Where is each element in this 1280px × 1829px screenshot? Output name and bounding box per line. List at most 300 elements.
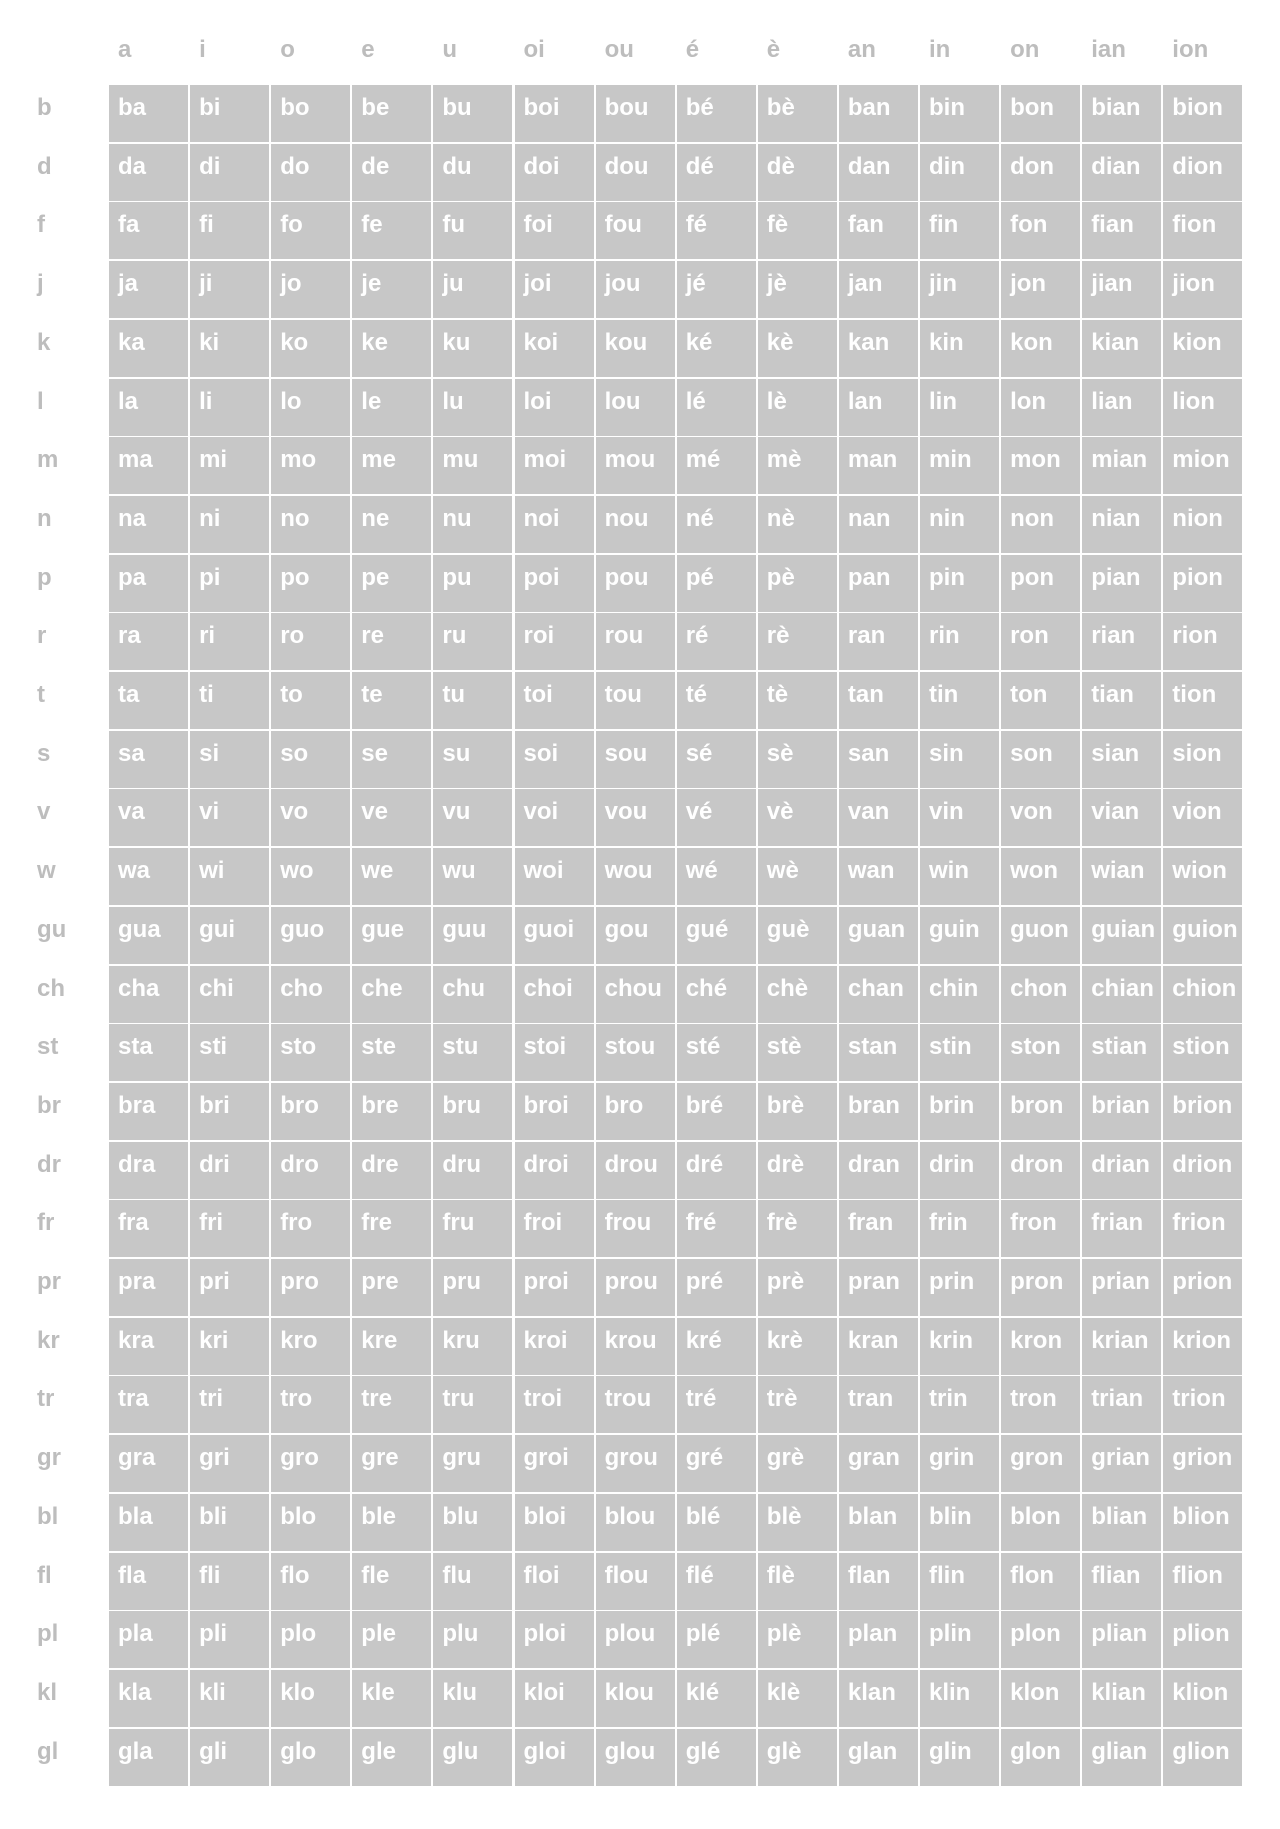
syllable-cell: lè <box>758 379 837 436</box>
syllable-cell: kion <box>1163 320 1242 377</box>
syllable-cell: grion <box>1163 1435 1242 1492</box>
syllable-cell: san <box>839 731 918 788</box>
syllable-cell: de <box>352 144 431 201</box>
syllable-cell: flè <box>758 1553 837 1610</box>
syllable-cell: fli <box>190 1553 269 1610</box>
syllable-cell: glon <box>1001 1729 1080 1786</box>
column-header: é <box>685 36 700 63</box>
syllable-cell: blé <box>677 1494 756 1551</box>
row-header: ch <box>37 974 66 1002</box>
syllable-cell: gron <box>1001 1435 1080 1492</box>
syllable-cell: lo <box>271 379 350 436</box>
row-header: b <box>37 94 52 121</box>
syllable-cell: vi <box>190 789 269 846</box>
syllable-cell: woi <box>515 848 594 905</box>
syllable-cell: blin <box>920 1494 999 1551</box>
syllable-cell: pi <box>190 555 269 612</box>
syllable-cell: ste <box>352 1024 431 1081</box>
syllable-cell: fle <box>352 1553 431 1610</box>
syllable-cell: vou <box>596 789 675 846</box>
syllable-cell: kroi <box>515 1318 594 1375</box>
row-header: r <box>37 622 47 650</box>
column-header: ian <box>1091 36 1126 63</box>
syllable-cell: kli <box>190 1670 269 1727</box>
syllable-cell: glou <box>596 1729 675 1786</box>
syllable-cell: we <box>352 848 431 905</box>
syllable-cell: guu <box>433 907 512 964</box>
syllable-cell: du <box>433 144 512 201</box>
syllable-cell: kré <box>677 1318 756 1375</box>
syllable-cell: guan <box>839 907 918 964</box>
row-header: dr <box>37 1150 61 1178</box>
syllable-cell: dian <box>1082 144 1161 201</box>
syllable-cell: pré <box>677 1259 756 1316</box>
column-header: o <box>280 36 295 63</box>
syllable-cell: sta <box>109 1024 188 1081</box>
row-header: v <box>37 798 51 826</box>
syllable-cell: dro <box>271 1142 350 1199</box>
syllable-cell: fi <box>190 202 269 259</box>
syllable-cell: plu <box>433 1611 512 1668</box>
syllable-cell: ri <box>190 613 269 670</box>
syllable-cell: blan <box>839 1494 918 1551</box>
syllable-cell: do <box>271 144 350 201</box>
syllable-cell: ne <box>352 496 431 553</box>
syllable-cell: chin <box>920 966 999 1023</box>
syllable-cell: prou <box>596 1259 675 1316</box>
syllable-cell: cho <box>271 966 350 1023</box>
syllable-cell: tre <box>352 1376 431 1433</box>
syllable-cell: guo <box>271 907 350 964</box>
syllable-cell: floi <box>515 1553 594 1610</box>
syllable-cell: vian <box>1082 789 1161 846</box>
column-header: è <box>766 36 781 63</box>
syllable-cell: brion <box>1163 1083 1242 1140</box>
syllable-cell: bron <box>1001 1083 1080 1140</box>
syllable-cell: pre <box>352 1259 431 1316</box>
syllable-cell: tian <box>1082 672 1161 729</box>
syllable-cell: stin <box>920 1024 999 1081</box>
syllable-cell: plè <box>758 1611 837 1668</box>
syllable-cell: guian <box>1082 907 1161 964</box>
syllable-cell: klion <box>1163 1670 1242 1727</box>
syllable-cell: tu <box>433 672 512 729</box>
syllable-cell: prè <box>758 1259 837 1316</box>
syllable-cell: stè <box>758 1024 837 1081</box>
syllable-cell: da <box>109 144 188 201</box>
syllable-cell: sou <box>596 731 675 788</box>
syllable-cell: krion <box>1163 1318 1242 1375</box>
row-header: fr <box>37 1209 55 1237</box>
syllable-cell: kru <box>433 1318 512 1375</box>
syllable-cell: nu <box>433 496 512 553</box>
syllable-cell: tou <box>596 672 675 729</box>
syllable-cell: dion <box>1163 144 1242 201</box>
syllable-cell: klo <box>271 1670 350 1727</box>
syllable-cell: stou <box>596 1024 675 1081</box>
syllable-cell: kè <box>758 320 837 377</box>
syllable-cell: frian <box>1082 1200 1161 1257</box>
syllable-cell: din <box>920 144 999 201</box>
syllable-cell: flé <box>677 1553 756 1610</box>
syllable-cell: rin <box>920 613 999 670</box>
syllable-cell: kle <box>352 1670 431 1727</box>
row-header: bl <box>37 1502 59 1530</box>
syllable-cell: tri <box>190 1376 269 1433</box>
row-header: fl <box>37 1561 52 1589</box>
syllable-cell: bon <box>1001 85 1080 142</box>
syllable-cell: pro <box>271 1259 350 1316</box>
syllable-cell: stion <box>1163 1024 1242 1081</box>
syllable-cell: wé <box>677 848 756 905</box>
syllable-cell: rè <box>758 613 837 670</box>
syllable-cell: nou <box>596 496 675 553</box>
syllable-cell: koi <box>515 320 594 377</box>
syllable-cell: ti <box>190 672 269 729</box>
syllable-cell: dan <box>839 144 918 201</box>
column-header: ion <box>1172 36 1209 63</box>
syllable-cell: grè <box>758 1435 837 1492</box>
syllable-cell: rian <box>1082 613 1161 670</box>
syllable-cell: la <box>109 379 188 436</box>
syllable-cell: mi <box>190 437 269 494</box>
syllable-cell: flu <box>433 1553 512 1610</box>
syllable-cell: blon <box>1001 1494 1080 1551</box>
row-header: tr <box>37 1385 55 1413</box>
column-header: u <box>442 36 458 63</box>
syllable-cell: klon <box>1001 1670 1080 1727</box>
syllable-cell: soi <box>515 731 594 788</box>
syllable-cell: mian <box>1082 437 1161 494</box>
syllable-cell: wo <box>271 848 350 905</box>
syllable-cell: flian <box>1082 1553 1161 1610</box>
syllable-cell: vo <box>271 789 350 846</box>
syllable-cell: lion <box>1163 379 1242 436</box>
syllable-cell: jo <box>271 261 350 318</box>
syllable-cell: plon <box>1001 1611 1080 1668</box>
syllable-cell: chion <box>1163 966 1242 1023</box>
syllable-cell: pè <box>758 555 837 612</box>
syllable-cell: flon <box>1001 1553 1080 1610</box>
syllable-cell: kon <box>1001 320 1080 377</box>
syllable-cell: mon <box>1001 437 1080 494</box>
syllable-cell: jion <box>1163 261 1242 318</box>
syllable-cell: lou <box>596 379 675 436</box>
syllable-cell: ke <box>352 320 431 377</box>
syllable-cell: bo <box>271 85 350 142</box>
syllable-cell: kran <box>839 1318 918 1375</box>
syllable-cell: wian <box>1082 848 1161 905</box>
syllable-cell: bri <box>190 1083 269 1140</box>
syllable-cell: gle <box>352 1729 431 1786</box>
syllable-cell: glan <box>839 1729 918 1786</box>
syllable-cell: ran <box>839 613 918 670</box>
syllable-cell: jou <box>596 261 675 318</box>
syllable-cell: broi <box>515 1083 594 1140</box>
syllable-cell: dre <box>352 1142 431 1199</box>
syllable-cell: klou <box>596 1670 675 1727</box>
syllable-cell: sion <box>1163 731 1242 788</box>
syllable-cell: je <box>352 261 431 318</box>
syllable-cell: ra <box>109 613 188 670</box>
syllable-cell: bran <box>839 1083 918 1140</box>
syllable-cell: brè <box>758 1083 837 1140</box>
syllable-cell: jan <box>839 261 918 318</box>
syllable-cell: fa <box>109 202 188 259</box>
syllable-cell: fron <box>1001 1200 1080 1257</box>
syllable-cell: plo <box>271 1611 350 1668</box>
syllable-cell: mu <box>433 437 512 494</box>
syllable-cell: gré <box>677 1435 756 1492</box>
syllable-cell: gre <box>352 1435 431 1492</box>
syllable-cell: kron <box>1001 1318 1080 1375</box>
syllable-cell: dru <box>433 1142 512 1199</box>
syllable-cell: ban <box>839 85 918 142</box>
syllable-cell: dri <box>190 1142 269 1199</box>
syllable-cell: krian <box>1082 1318 1161 1375</box>
syllable-cell: wa <box>109 848 188 905</box>
row-header: k <box>37 328 51 356</box>
syllable-cell: mou <box>596 437 675 494</box>
syllable-cell: sé <box>677 731 756 788</box>
syllable-cell: drion <box>1163 1142 1242 1199</box>
syllable-cell: gué <box>677 907 756 964</box>
syllable-cell: ru <box>433 613 512 670</box>
syllable-cell: flou <box>596 1553 675 1610</box>
syllable-cell: chou <box>596 966 675 1023</box>
syllable-cell: gro <box>271 1435 350 1492</box>
syllable-cell: foi <box>515 202 594 259</box>
syllable-cell: lan <box>839 379 918 436</box>
syllable-cell: chi <box>190 966 269 1023</box>
syllable-cell: flin <box>920 1553 999 1610</box>
syllable-cell: wi <box>190 848 269 905</box>
syllable-cell: trou <box>596 1376 675 1433</box>
syllable-cell: toi <box>515 672 594 729</box>
syllable-cell: glo <box>271 1729 350 1786</box>
syllable-cell: choi <box>515 966 594 1023</box>
syllable-cell: di <box>190 144 269 201</box>
syllable-cell: rion <box>1163 613 1242 670</box>
column-header: e <box>361 36 375 63</box>
syllable-cell: blian <box>1082 1494 1161 1551</box>
syllable-cell: bu <box>433 85 512 142</box>
syllable-cell: fe <box>352 202 431 259</box>
row-header: gu <box>37 915 67 943</box>
syllable-cell: glu <box>433 1729 512 1786</box>
syllable-cell: blion <box>1163 1494 1242 1551</box>
syllable-cell: guon <box>1001 907 1080 964</box>
syllable-cell: bin <box>920 85 999 142</box>
syllable-cell: pa <box>109 555 188 612</box>
syllable-cell: jon <box>1001 261 1080 318</box>
syllable-cell: pe <box>352 555 431 612</box>
syllable-cell: klian <box>1082 1670 1161 1727</box>
column-header: i <box>199 36 206 63</box>
syllable-cell: glè <box>758 1729 837 1786</box>
syllable-cell: fé <box>677 202 756 259</box>
syllable-cell: fo <box>271 202 350 259</box>
syllable-cell: proi <box>515 1259 594 1316</box>
syllable-cell: won <box>1001 848 1080 905</box>
syllable-cell: pon <box>1001 555 1080 612</box>
row-header: kl <box>37 1678 58 1706</box>
syllable-cell: ploi <box>515 1611 594 1668</box>
syllable-cell: ron <box>1001 613 1080 670</box>
syllable-cell: sian <box>1082 731 1161 788</box>
row-header: br <box>37 1091 61 1119</box>
syllable-cell: son <box>1001 731 1080 788</box>
syllable-cell: bion <box>1163 85 1242 142</box>
syllable-cell: plion <box>1163 1611 1242 1668</box>
syllable-cell: tré <box>677 1376 756 1433</box>
syllable-cell: li <box>190 379 269 436</box>
syllable-cell: klè <box>758 1670 837 1727</box>
syllable-cell: krin <box>920 1318 999 1375</box>
syllable-cell: plé <box>677 1611 756 1668</box>
syllable-cell: me <box>352 437 431 494</box>
syllable-cell: fla <box>109 1553 188 1610</box>
syllable-cell: plin <box>920 1611 999 1668</box>
syllable-cell: fion <box>1163 202 1242 259</box>
syllable-cell: brian <box>1082 1083 1161 1140</box>
syllable-cell: pla <box>109 1611 188 1668</box>
syllable-cell: plian <box>1082 1611 1161 1668</box>
syllable-cell: lé <box>677 379 756 436</box>
syllable-cell: tè <box>758 672 837 729</box>
syllable-cell: joi <box>515 261 594 318</box>
syllable-cell: fré <box>677 1200 756 1257</box>
syllable-cell: chon <box>1001 966 1080 1023</box>
syllable-cell: ji <box>190 261 269 318</box>
syllable-cell: krè <box>758 1318 837 1375</box>
syllable-cell: win <box>920 848 999 905</box>
syllable-cell: wou <box>596 848 675 905</box>
syllable-cell: prin <box>920 1259 999 1316</box>
syllable-cell: su <box>433 731 512 788</box>
row-header: pr <box>37 1268 61 1295</box>
syllable-cell: ba <box>109 85 188 142</box>
syllable-cell: ja <box>109 261 188 318</box>
row-header: w <box>37 857 56 885</box>
row-header: m <box>37 446 59 474</box>
syllable-cell: klin <box>920 1670 999 1727</box>
syllable-cell: lu <box>433 379 512 436</box>
syllable-cell: pin <box>920 555 999 612</box>
syllable-cell: ro <box>271 613 350 670</box>
syllable-cell: froi <box>515 1200 594 1257</box>
syllable-cell: ble <box>352 1494 431 1551</box>
syllable-cell: pé <box>677 555 756 612</box>
syllable-cell: guoi <box>515 907 594 964</box>
syllable-cell: grin <box>920 1435 999 1492</box>
syllable-cell: fra <box>109 1200 188 1257</box>
row-header: f <box>37 211 45 239</box>
syllable-cell: ka <box>109 320 188 377</box>
syllable-cell: roi <box>515 613 594 670</box>
syllable-cell: vin <box>920 789 999 846</box>
syllable-cell: vu <box>433 789 512 846</box>
syllable-cell: na <box>109 496 188 553</box>
column-header: on <box>1010 36 1040 63</box>
syllable-cell: moi <box>515 437 594 494</box>
syllable-cell: le <box>352 379 431 436</box>
syllable-cell: sa <box>109 731 188 788</box>
syllable-cell: chu <box>433 966 512 1023</box>
syllable-cell: gloi <box>515 1729 594 1786</box>
syllable-cell: ston <box>1001 1024 1080 1081</box>
syllable-cell: tan <box>839 672 918 729</box>
column-header: in <box>929 36 951 63</box>
syllable-cell: kro <box>271 1318 350 1375</box>
syllable-cell: gue <box>352 907 431 964</box>
syllable-cell: fè <box>758 202 837 259</box>
syllable-cell: fian <box>1082 202 1161 259</box>
syllable-cell: pou <box>596 555 675 612</box>
syllable-cell: doi <box>515 144 594 201</box>
syllable-cell: fou <box>596 202 675 259</box>
syllable-cell: glion <box>1163 1729 1242 1786</box>
syllable-cell: sin <box>920 731 999 788</box>
syllable-cell: frion <box>1163 1200 1242 1257</box>
syllable-cell: droi <box>515 1142 594 1199</box>
syllable-cell: kla <box>109 1670 188 1727</box>
syllable-cell: klu <box>433 1670 512 1727</box>
syllable-cell: kan <box>839 320 918 377</box>
syllable-cell: bra <box>109 1083 188 1140</box>
row-header: st <box>37 1033 59 1061</box>
row-header: kr <box>37 1326 60 1354</box>
row-header: pl <box>37 1620 59 1648</box>
syllable-cell: pra <box>109 1259 188 1316</box>
syllable-cell: bro <box>596 1083 675 1140</box>
syllable-cell: vé <box>677 789 756 846</box>
syllable-cell: tron <box>1001 1376 1080 1433</box>
syllable-cell: gou <box>596 907 675 964</box>
column-header: a <box>118 36 132 63</box>
syllable-cell: chè <box>758 966 837 1023</box>
syllable-cell: kin <box>920 320 999 377</box>
syllable-cell: jè <box>758 261 837 318</box>
syllable-cell: dran <box>839 1142 918 1199</box>
syllable-cell: jé <box>677 261 756 318</box>
syllable-cell: bloi <box>515 1494 594 1551</box>
syllable-cell: gli <box>190 1729 269 1786</box>
syllable-cell: flo <box>271 1553 350 1610</box>
syllable-cell: blo <box>271 1494 350 1551</box>
syllable-cell: ta <box>109 672 188 729</box>
syllable-cell: tin <box>920 672 999 729</box>
syllable-cell: mè <box>758 437 837 494</box>
syllable-cell: man <box>839 437 918 494</box>
syllable-cell: nan <box>839 496 918 553</box>
syllable-cell: von <box>1001 789 1080 846</box>
syllable-cell: guè <box>758 907 837 964</box>
row-header: t <box>37 681 45 708</box>
syllable-cell: flion <box>1163 1553 1242 1610</box>
syllable-cell: poi <box>515 555 594 612</box>
syllable-cell: ju <box>433 261 512 318</box>
syllable-cell: po <box>271 555 350 612</box>
syllable-cell: ni <box>190 496 269 553</box>
syllable-cell: guin <box>920 907 999 964</box>
syllable-cell: rou <box>596 613 675 670</box>
row-header: n <box>37 504 52 532</box>
syllable-cell: dè <box>758 144 837 201</box>
syllable-cell: glé <box>677 1729 756 1786</box>
syllable-cell: noi <box>515 496 594 553</box>
syllable-cell: drou <box>596 1142 675 1199</box>
